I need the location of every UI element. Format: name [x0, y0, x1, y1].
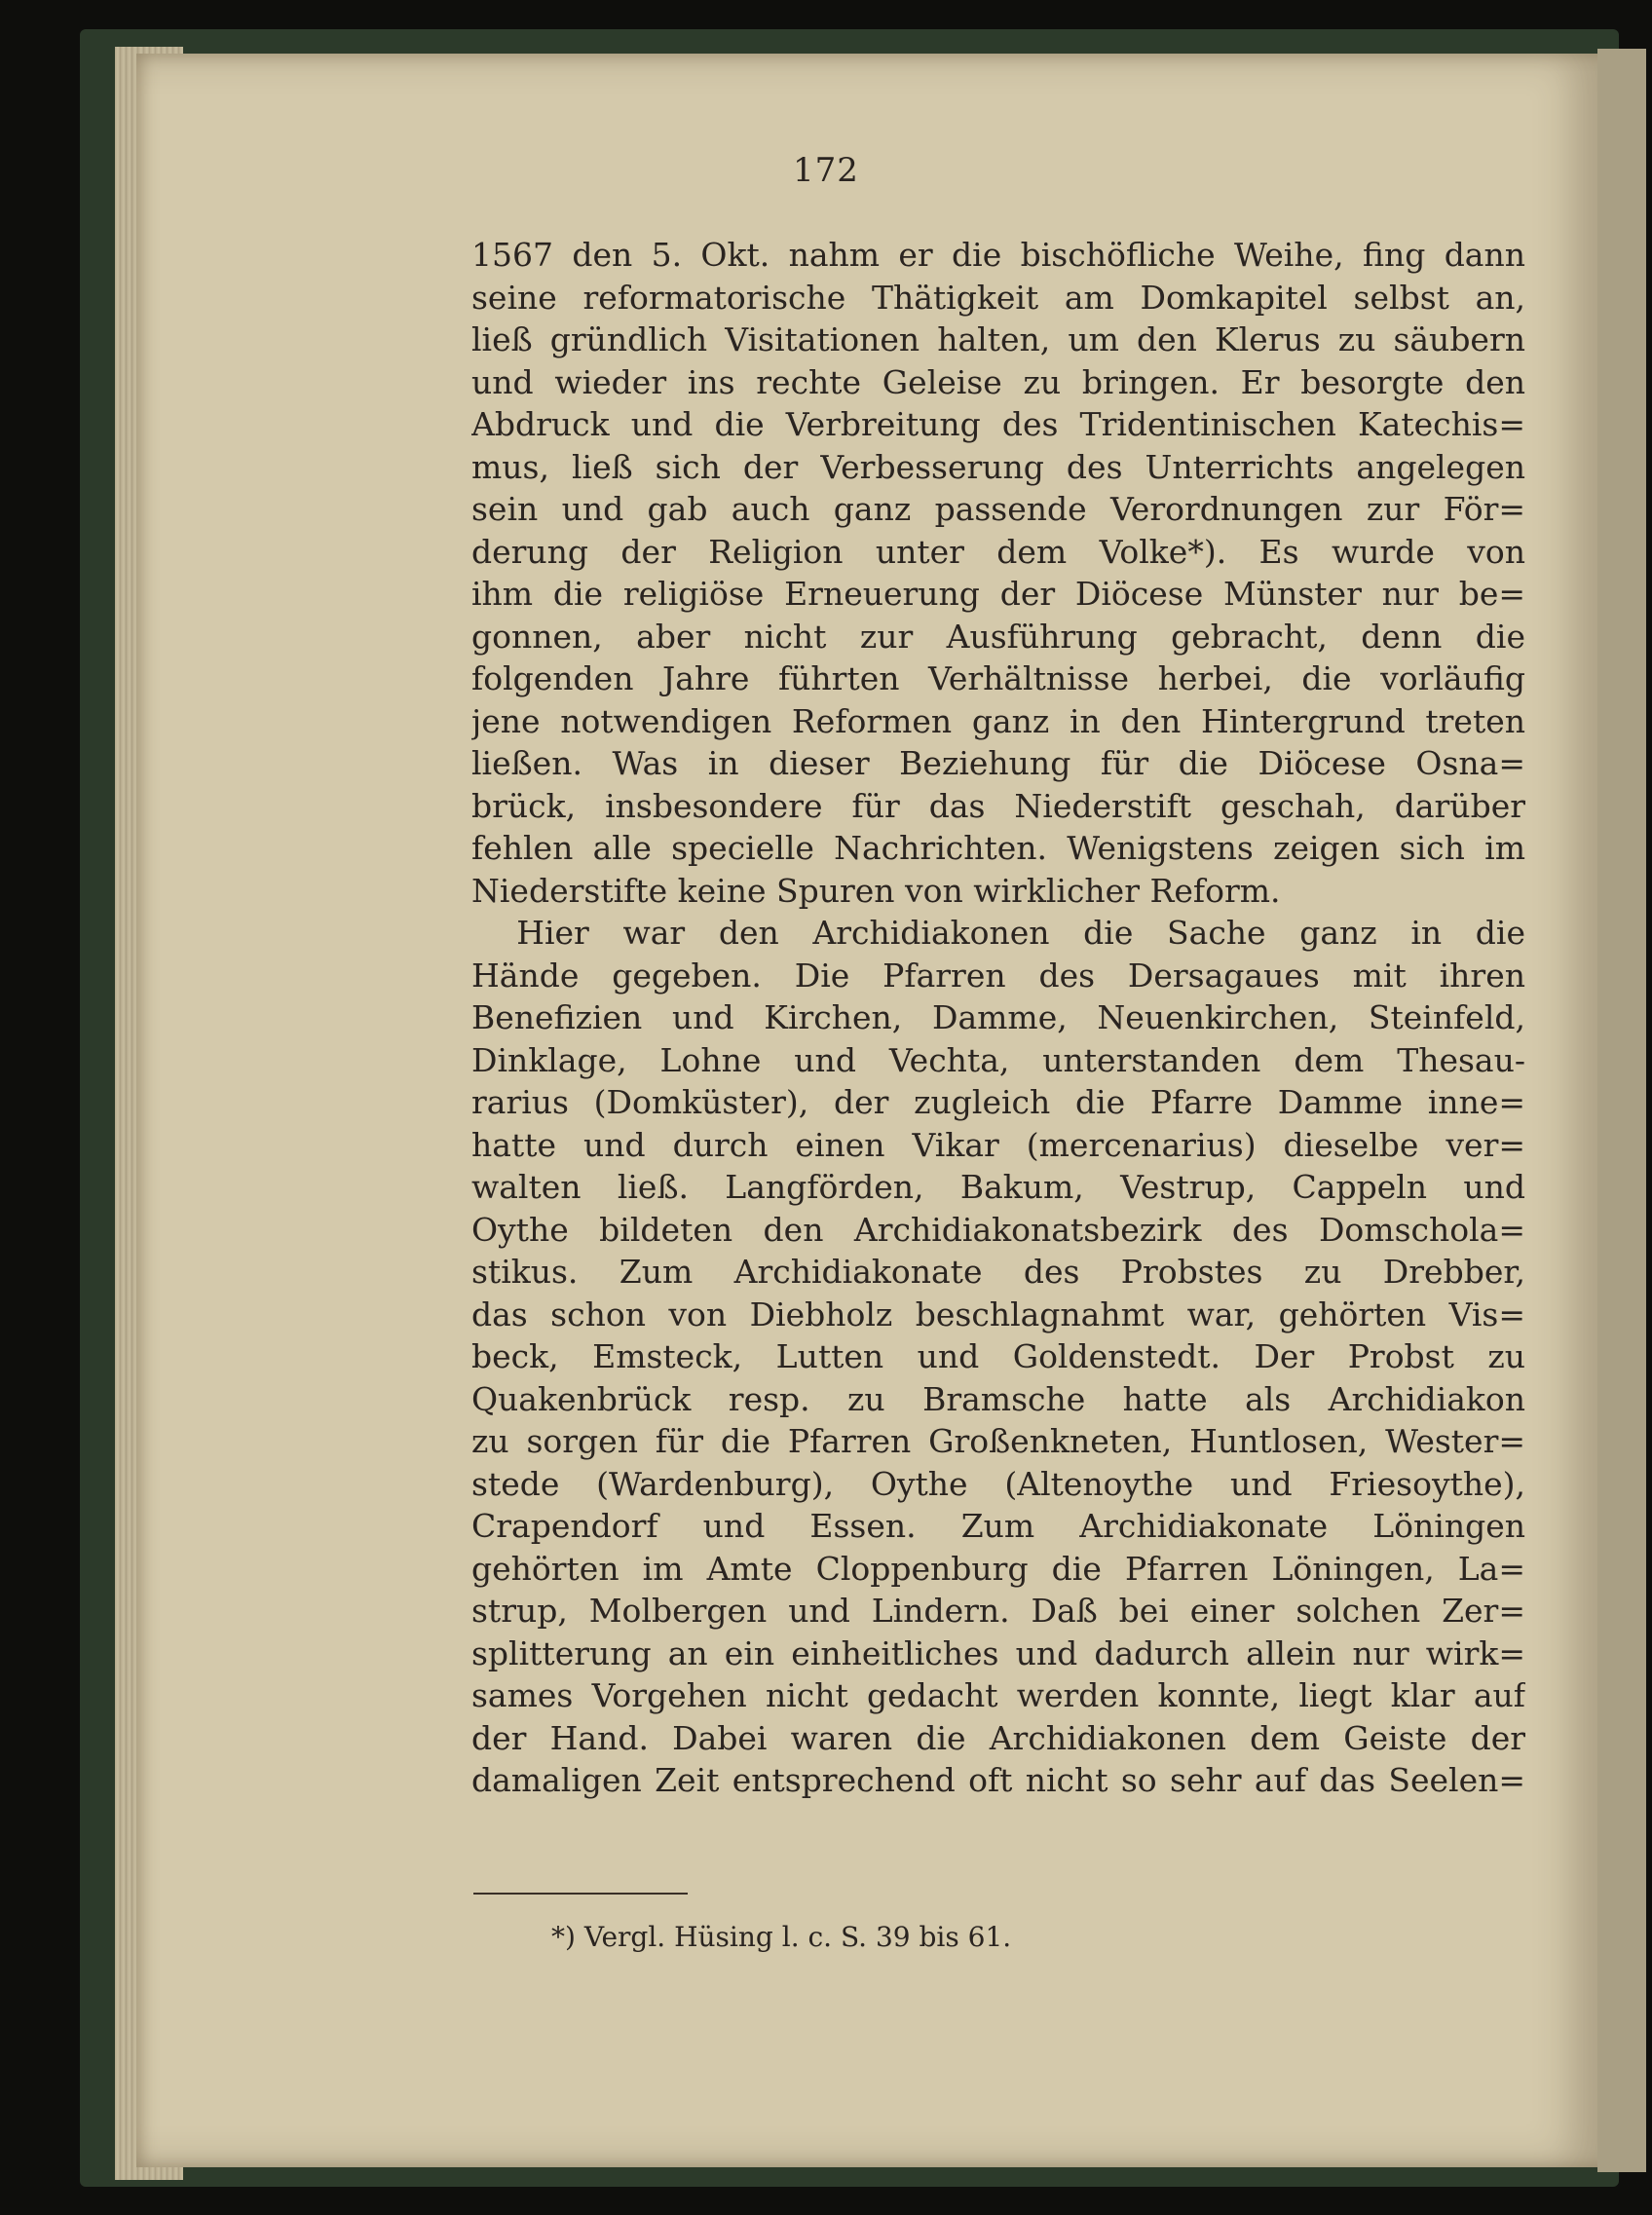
- text-line: ließen. Was in dieser Beziehung für die Diöcese Osna=: [471, 744, 1525, 782]
- text-line: strup, Molbergen und Lindern. Daß bei einer solchen Zer=: [471, 1592, 1525, 1630]
- text-line: rarius (Domküster), der zugleich die Pfarre Damme inne=: [471, 1083, 1525, 1121]
- text-line: stikus. Zum Archidiakonate des Probstes zu Drebber,: [471, 1253, 1525, 1291]
- text-line: Dinklage, Lohne und Vechta, unterstanden dem Thesau-: [471, 1040, 1525, 1079]
- text-line: derung der Religion unter dem Volke*). Es wurde von: [471, 532, 1525, 571]
- text-line: Hände gegeben. Die Pfarren des Dersagaues mit ihren: [471, 956, 1525, 995]
- footnote-divider: [473, 1893, 688, 1895]
- text-line: damaligen Zeit entsprechend oft nicht so sehr auf das Seelen=: [471, 1761, 1525, 1799]
- text-line: sein und gab auch ganz passende Verordnungen zur För=: [471, 490, 1525, 528]
- text-line: hatte und durch einen Vikar (mercenarius) dieselbe ver=: [471, 1125, 1525, 1164]
- facing-page-edge: [1597, 49, 1646, 2172]
- text-line: Benefizien und Kirchen, Damme, Neuenkirchen, Steinfeld,: [471, 998, 1525, 1036]
- text-line: folgenden Jahre führten Verhältnisse herbei, die vorläufig: [471, 659, 1525, 697]
- text-line: gehörten im Amte Cloppenburg die Pfarren Löningen, La=: [471, 1549, 1525, 1588]
- text-line: Oythe bildeten den Archidiakonatsbezirk des Domschola=: [471, 1210, 1525, 1249]
- text-line: gonnen, aber nicht zur Ausführung gebracht, denn die: [471, 617, 1525, 656]
- text-line: jene notwendigen Reformen ganz in den Hintergrund treten: [471, 701, 1525, 740]
- footnote: *) Vergl. Hüsing l. c. S. 39 bis 61.: [551, 1921, 1012, 1953]
- text-line: brück, insbesondere für das Niederstift geschah, darüber: [471, 786, 1525, 825]
- text-line: das schon von Diebholz beschlagnahmt war, gehörten Vis=: [471, 1295, 1525, 1333]
- text-line: beck, Emsteck, Lutten und Goldenstedt. Der Probst zu: [471, 1337, 1525, 1375]
- text-line: 1567 den 5. Okt. nahm er die bischöfliche Weihe, fing dann: [471, 236, 1525, 274]
- text-line: sames Vorgehen nicht gedacht werden konnte, liegt klar auf: [471, 1676, 1525, 1714]
- text-line: ließ gründlich Visitationen halten, um den Klerus zu säubern: [471, 320, 1525, 358]
- text-line: seine reformatorische Thätigkeit am Domkapitel selbst an,: [471, 278, 1525, 317]
- text-line: splitterung an ein einheitliches und dadurch allein nur wirk=: [471, 1633, 1525, 1672]
- text-line: Hier war den Archidiakonen die Sache ganz in die: [516, 914, 1525, 952]
- text-line: stede (Wardenburg), Oythe (Altenoythe und Friesoythe),: [471, 1464, 1525, 1503]
- text-line: und wieder ins rechte Geleise zu bringen. Er besorgte den: [471, 362, 1525, 401]
- text-line: fehlen alle specielle Nachrichten. Wenigstens zeigen sich im: [471, 829, 1525, 867]
- text-line: Niederstifte keine Spuren von wirklicher Reform.: [471, 871, 1281, 910]
- text-line: mus, ließ sich der Verbesserung des Unterrichts angelegen: [471, 447, 1525, 486]
- text-line: ihm die religiöse Erneuerung der Diöcese Münster nur be=: [471, 575, 1525, 613]
- text-line: Quakenbrück resp. zu Bramsche hatte als Archidiakon: [471, 1379, 1525, 1418]
- text-line: zu sorgen für die Pfarren Großenkneten, Huntlosen, Wester=: [471, 1422, 1525, 1460]
- page-number: 172: [793, 151, 859, 190]
- text-line: Crapendorf und Essen. Zum Archidiakonate Löningen: [471, 1507, 1525, 1545]
- text-line: walten ließ. Langförden, Bakum, Vestrup, Cappeln und: [471, 1168, 1525, 1206]
- body-text: [471, 234, 1525, 1802]
- text-line: der Hand. Dabei waren die Archidiakonen dem Geiste der: [471, 1718, 1525, 1757]
- text-line: Abdruck und die Verbreitung des Tridentinischen Katechis=: [471, 405, 1525, 443]
